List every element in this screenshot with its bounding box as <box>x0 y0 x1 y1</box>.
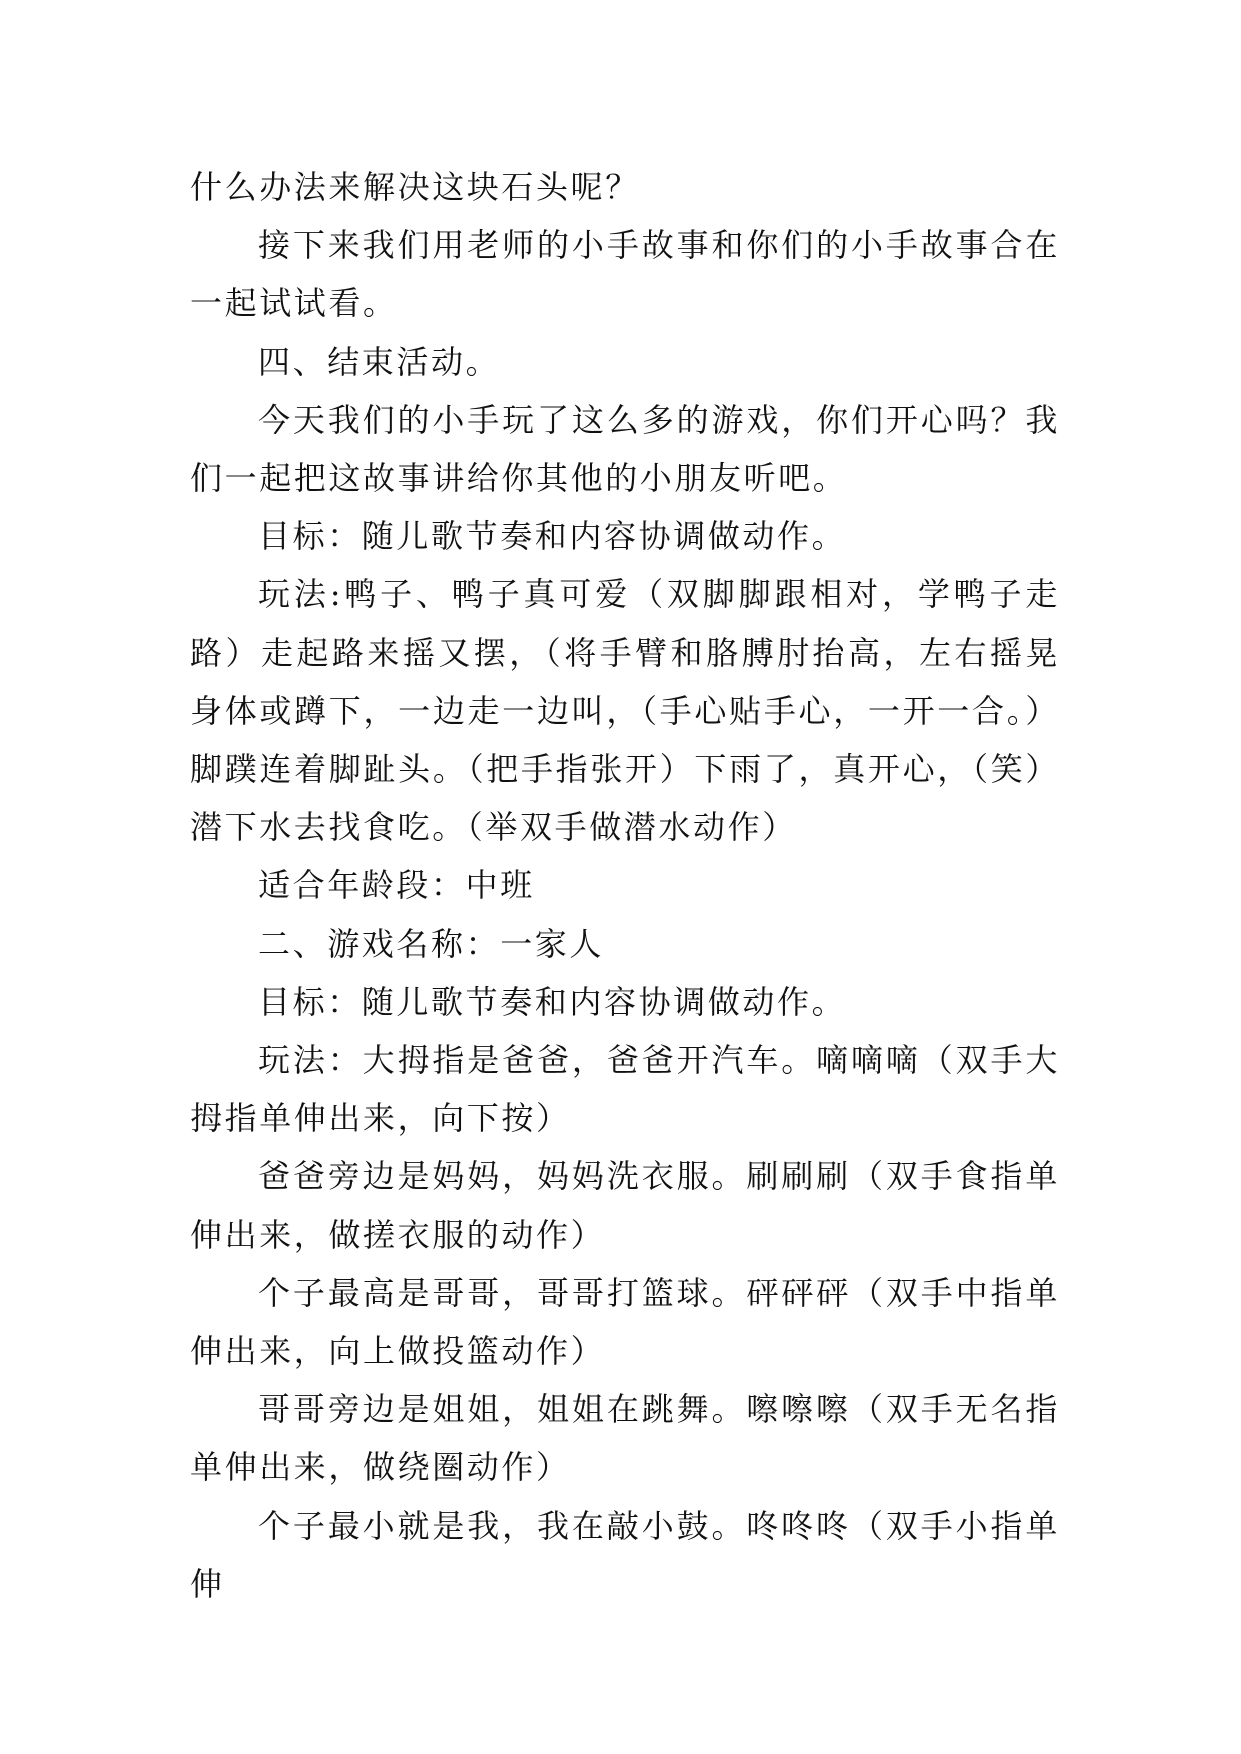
paragraph: 适合年龄段：中班 <box>258 866 535 905</box>
paragraph: 个子最高是哥哥，哥哥打篮球。砰砰砰（双手中指单伸出来，向上做投篮动作） <box>190 1273 1060 1371</box>
paragraph: 哥哥旁边是姐姐，姐姐在跳舞。嚓嚓嚓（双手无名指单伸出来，做绕圈动作） <box>190 1390 1060 1487</box>
paragraph: 什么办法来解决这块石头呢？ <box>190 168 640 206</box>
paragraph: 接下来我们用老师的小手故事和你们的小手故事合在一起试试看。 <box>190 226 1060 323</box>
paragraph: 爸爸旁边是妈妈，妈妈洗衣服。刷刷刷（双手食指单伸出来，做搓衣服的动作） <box>190 1157 1060 1254</box>
paragraph: 目标：随儿歌节奏和内容协调做动作。 <box>258 517 847 556</box>
paragraph: 目标：随儿歌节奏和内容协调做动作。 <box>258 982 847 1021</box>
paragraph: 今天我们的小手玩了这么多的游戏，你们开心吗？我们一起把这故事讲给你其他的小朋友听吧。 <box>190 400 1060 498</box>
paragraph: 个子最小就是我，我在敲小鼓。咚咚咚（双手小指单伸 <box>190 1506 1060 1603</box>
paragraph: 玩法:鸭子、鸭子真可爱（双脚脚跟相对，学鸭子走路）走起路来摇又摆，（将手臂和胳膊肘抬高，左右摇晃身体或蹲下，一边走一边叫，（手心贴手心，一开一合。）脚蹼连着脚趾头。（把手指张开）下雨了，真开心，（笑）潜下水去找食吃。（举双手做潜水动作） <box>190 575 1060 847</box>
section-heading: 二、游戏名称：一家人 <box>258 924 605 963</box>
section-heading: 四、结束活动。 <box>258 342 501 381</box>
body-text <box>190 158 1060 1613</box>
paragraph: 玩法：大拇指是爸爸，爸爸开汽车。嘀嘀嘀（双手大拇指单伸出来，向下按） <box>190 1041 1060 1138</box>
